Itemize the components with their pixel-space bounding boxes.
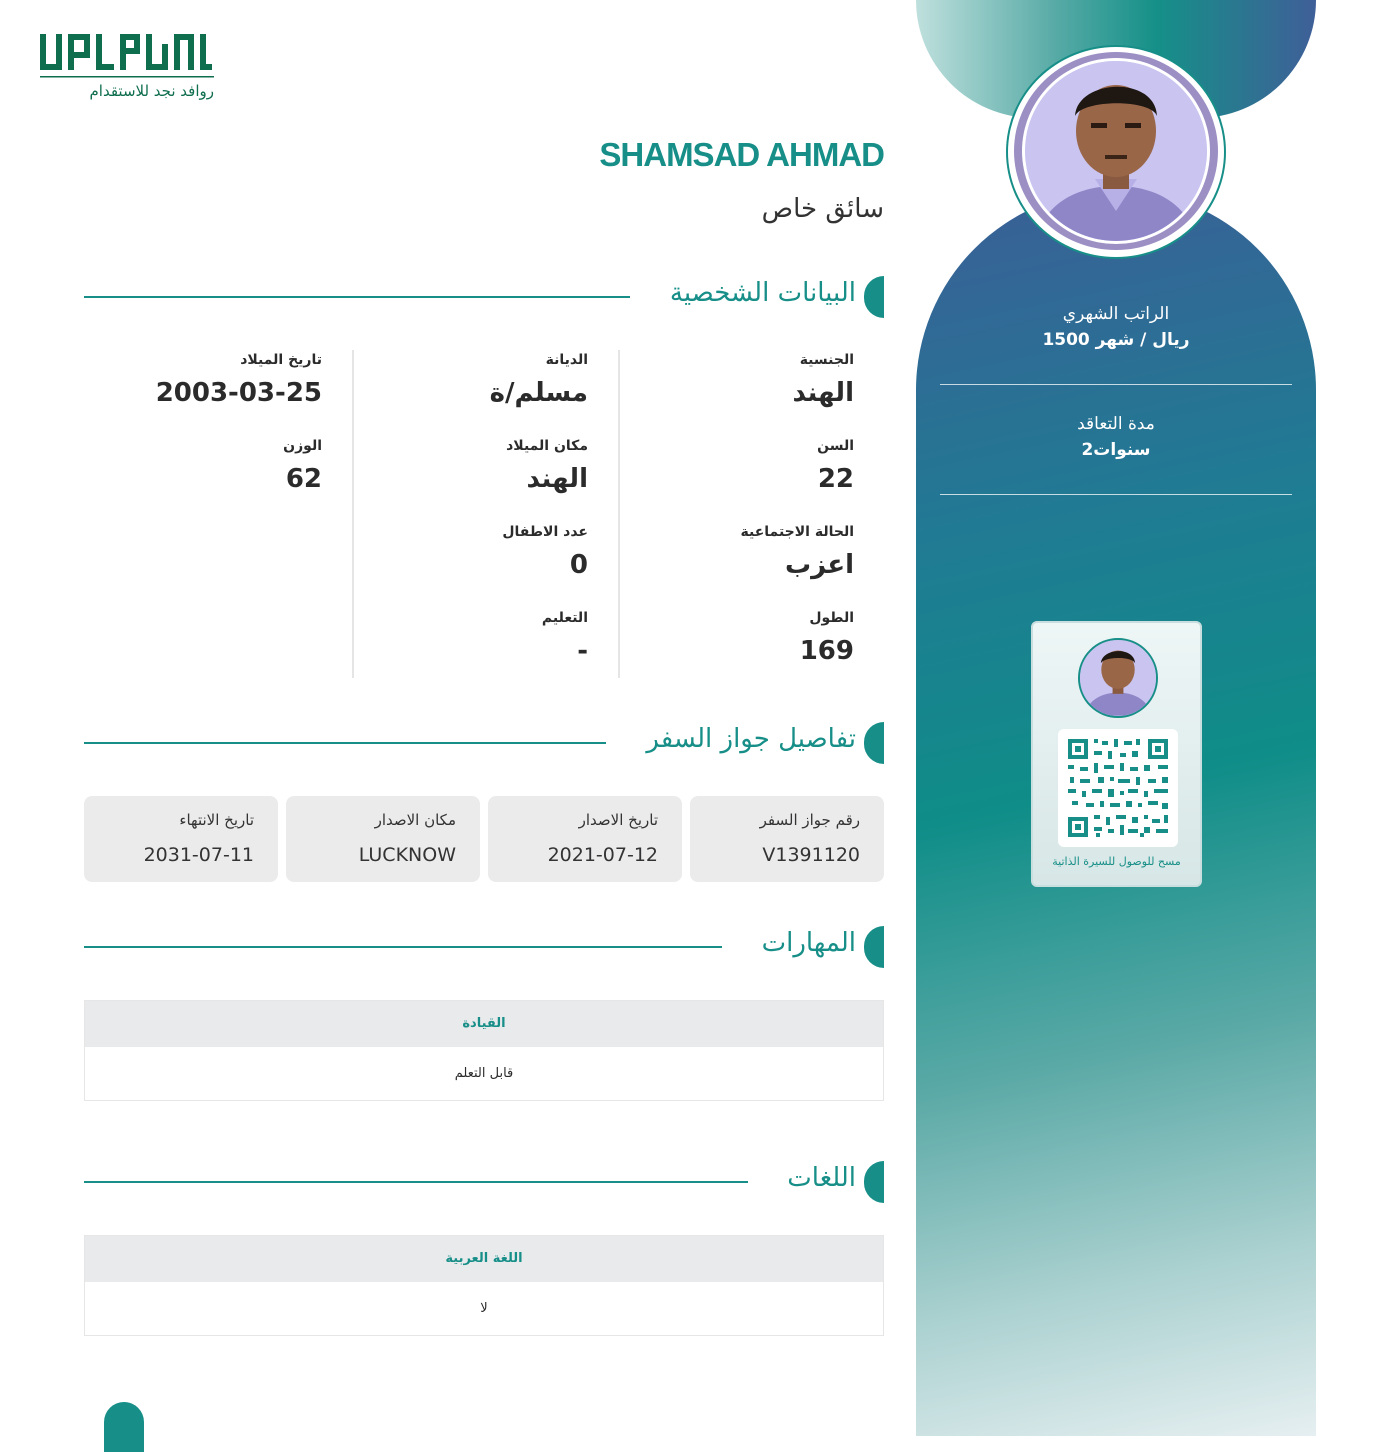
field-value: 169 [799, 636, 854, 666]
passport-issue-place-card [286, 796, 480, 882]
section-title: اللغات [787, 1163, 856, 1193]
qr-card-photo [1078, 638, 1158, 718]
section-tab [864, 1161, 884, 1203]
candidate-photo [1022, 58, 1210, 244]
passport-field-value: V1391120 [762, 844, 860, 866]
field-value: 2003-03-25 [155, 378, 322, 408]
languages-table-cell: لا [85, 1282, 883, 1335]
field-label: السن [817, 438, 854, 454]
passport-number-card [690, 796, 884, 882]
field-children [502, 524, 588, 580]
salary-label: الراتب الشهري [1062, 304, 1170, 324]
section-header-passport [84, 722, 884, 764]
salary-stat [940, 304, 1292, 350]
field-birth-place [506, 438, 588, 494]
skills-table-cell: قابل التعلم [85, 1047, 883, 1100]
section-title: تفاصيل جواز السفر [646, 724, 856, 754]
skills-table-header: القيادة [85, 1001, 883, 1047]
languages-table-header: اللغة العربية [85, 1236, 883, 1282]
field-label: الجنسية [799, 352, 854, 368]
section-tab [864, 276, 884, 318]
field-religion [490, 352, 588, 408]
contract-value: 2سنوات [1081, 440, 1151, 460]
passport-field-label: رقم جواز السفر [759, 811, 860, 829]
section-rule [84, 296, 630, 298]
personal-column-2 [352, 350, 618, 678]
field-birth-date [156, 352, 322, 408]
passport-issue-date-card [488, 796, 682, 882]
field-value: مسلم/ة [489, 378, 588, 408]
qr-code[interactable] [1058, 729, 1178, 847]
languages-table [84, 1235, 884, 1336]
stat-divider [940, 494, 1292, 495]
field-label: الطول [809, 610, 854, 626]
field-marital-status [741, 524, 854, 580]
qr-code-icon [1058, 729, 1178, 847]
passport-field-value: 2021-07-12 [547, 844, 658, 866]
section-header-personal [84, 276, 884, 318]
section-header-languages [84, 1161, 884, 1203]
candidate-job-title: سائق خاص [761, 194, 884, 224]
field-value: الهند [792, 378, 854, 408]
passport-expiry-date-card [84, 796, 278, 882]
passport-field-label: مكان الاصدار [374, 811, 456, 829]
field-value: - [577, 636, 588, 666]
field-label: الديانة [545, 352, 588, 368]
field-age [817, 438, 854, 494]
passport-field-value: 2031-07-11 [143, 844, 254, 866]
footer-tab [104, 1402, 144, 1452]
field-education [542, 610, 588, 666]
section-tab [864, 926, 884, 968]
personal-column-3 [86, 350, 352, 678]
passport-field-label: تاريخ الاصدار [578, 811, 658, 829]
section-rule [84, 742, 606, 744]
passport-field-label: تاريخ الانتهاء [179, 811, 254, 829]
field-label: تاريخ الميلاد [240, 352, 322, 368]
passport-field-value: LUCKNOW [358, 844, 456, 866]
salary-value: 1500 ريال / شهر [1042, 330, 1190, 350]
logo-mark-icon [38, 30, 218, 80]
logo-subtitle: روافد نجد للاستقدام [89, 82, 214, 100]
field-label: عدد الاطفال [502, 524, 588, 540]
field-nationality [793, 352, 854, 408]
contract-label: مدة التعاقد [1077, 414, 1155, 434]
personal-column-1 [618, 350, 884, 678]
person-photo-icon [1080, 640, 1156, 716]
qr-card[interactable] [1031, 621, 1202, 887]
candidate-name: SHAMSAD AHMAD [599, 136, 884, 173]
field-label: الوزن [283, 438, 322, 454]
section-rule [84, 1181, 748, 1183]
field-height [800, 610, 854, 666]
stat-divider [940, 384, 1292, 385]
field-value: 0 [569, 550, 588, 580]
section-rule [84, 946, 722, 948]
field-label: الحالة الاجتماعية [740, 524, 854, 540]
field-label: مكان الميلاد [506, 438, 588, 454]
section-header-skills [84, 926, 884, 968]
qr-caption: مسح للوصول للسيرة الذاتية [1052, 855, 1181, 868]
person-photo-icon [1025, 61, 1207, 241]
contract-stat [940, 414, 1292, 460]
field-value: الهند [526, 464, 588, 494]
field-value: 22 [817, 464, 854, 494]
section-tab [864, 722, 884, 764]
field-weight [283, 438, 322, 494]
section-title: البيانات الشخصية [669, 278, 856, 308]
section-title: المهارات [761, 928, 856, 958]
skills-table [84, 1000, 884, 1101]
field-value: 62 [285, 464, 322, 494]
field-label: التعليم [541, 610, 588, 626]
field-value: اعزب [785, 550, 854, 580]
